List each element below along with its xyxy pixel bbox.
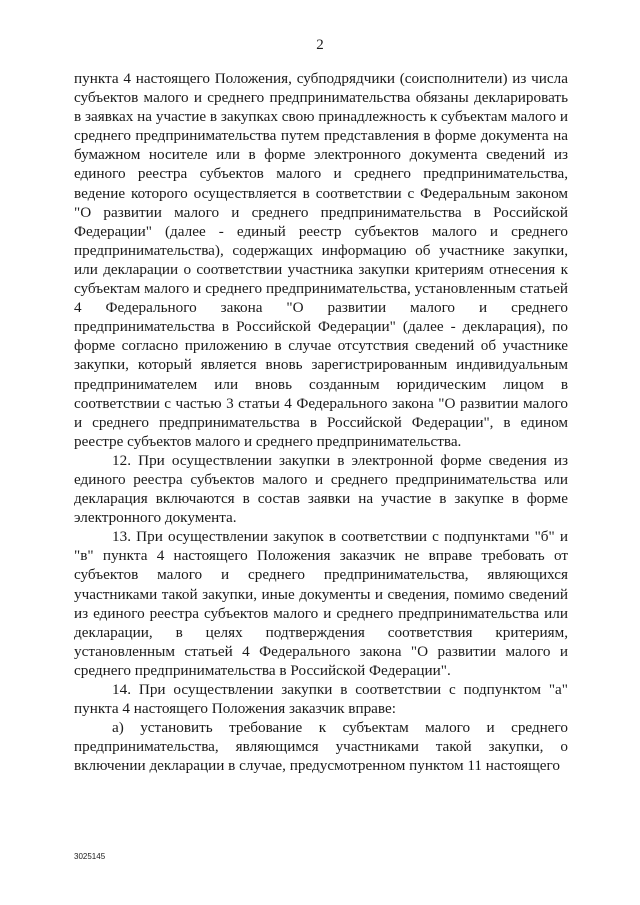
paragraph-continuation: пункта 4 настоящего Положения, субподрядчики (соисполнители) из числа субъектов малого и среднего предпринимательства обязаны декларировать в заявках на участие в закупках свою принадлежность к субъектам малого и среднего предпринимательства путем представления в форме документа на бумажном носителе или в форме электронного документа сведений из единого реестра субъектов малого и среднего предпринимательства, ведение которого осуществляется в соответствии с Федеральным законом "О развитии малого и среднего предпринимательства в Российской Федерации" (далее - единый реестр субъектов малого и среднего предпринимательства), содержащих информацию об участнике закупки, или декларации о соответствии участника закупки критериям отнесения к субъектам малого и среднего предпринимательства, установленным статьей 4 Федерального закона "О развитии малого и среднего предпринимательства в Российской Федерации" (далее - декларация), по форме согласно приложению в случае отсутствия сведений об участнике закупки, который является вновь зарегистрированным индивидуальным предпринимателем или вновь созданным юридическим лицом в соответствии с частью 3 статьи 4 Федерального закона "О развитии малого и среднего предпринимательства в Российской Федерации", в едином реестре субъектов малого и среднего предпринимательства. — [74, 70, 568, 450]
document-body — [74, 69, 568, 775]
paragraph-12: 12. При осуществлении закупки в электронной форме сведения из единого реестра субъектов малого и среднего предпринимательства или декларация включаются в состав заявки на участие в закупке в форме электронного документа. — [74, 451, 568, 527]
document-code: 3025145 — [74, 852, 106, 861]
page-number: 2 — [316, 37, 324, 53]
paragraph-13: 13. При осуществлении закупок в соответствии с подпунктами "б" и "в" пункта 4 настоящего Положения заказчик не вправе требовать от субъектов малого и среднего предпринимательства, являющихся участниками такой закупки, иные документы и сведения, помимо сведений из единого реестра субъектов малого и среднего предпринимательства или декларации, в целях подтверждения соответствия критериям, установленным статьей 4 Федерального закона "О развитии малого и среднего предпринимательства в Российской Федерации". — [74, 528, 568, 679]
paragraph-14-a: а) установить требование к субъектам малого и среднего предпринимательства, являющимся участниками такой закупки, о включении декларации в случае, предусмотренном пунктом 11 настоящего — [74, 719, 568, 775]
paragraph-14: 14. При осуществлении закупки в соответствии с подпунктом "а" пункта 4 настоящего Положения заказчик вправе: — [74, 681, 568, 718]
